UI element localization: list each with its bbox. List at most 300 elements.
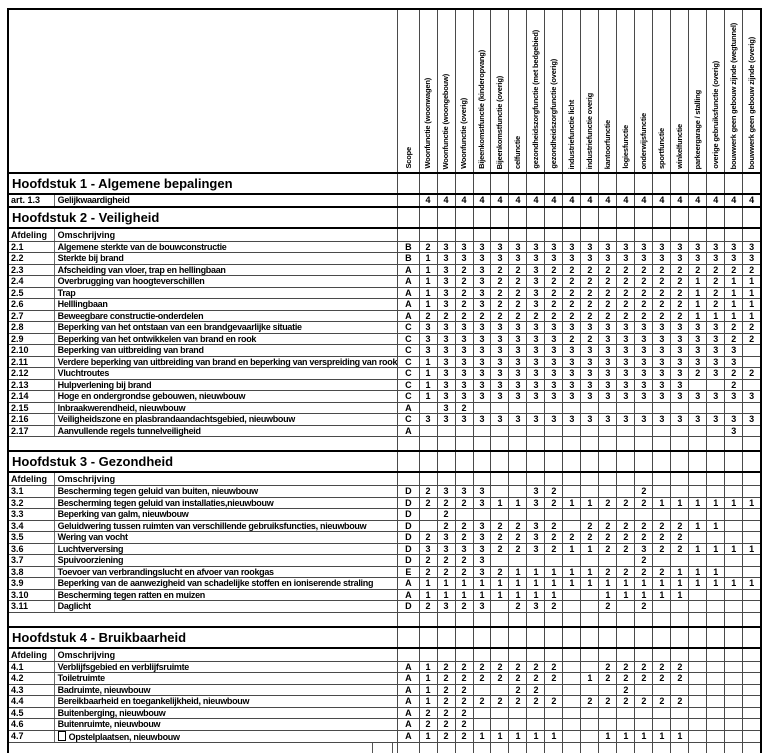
value-cell: 2 [599, 673, 617, 685]
empty-cell [455, 472, 473, 486]
value-cell: 1 [419, 696, 437, 708]
value-cell: 2 [563, 333, 581, 345]
row-id-cell: 2.12 [8, 368, 54, 380]
value-cell [491, 402, 509, 414]
value-cell: 2 [743, 264, 761, 276]
value-cell: 3 [545, 333, 563, 345]
value-cell: 2 [617, 673, 635, 685]
row-description-cell [54, 730, 398, 742]
scope-cell: A [398, 684, 419, 696]
empty-cell [689, 472, 707, 486]
row-description-cell [54, 391, 398, 403]
value-cell: 1 [419, 673, 437, 685]
empty-cell [509, 612, 527, 627]
value-cell: 3 [617, 333, 635, 345]
value-cell: 2 [581, 264, 599, 276]
empty-cell [398, 451, 419, 472]
value-cell: 3 [437, 299, 455, 311]
column-header-label: bouwwerk geen gebouw zijnde (overig) [746, 36, 756, 169]
empty-cell [545, 742, 563, 753]
value-cell [491, 601, 509, 613]
value-cell: 1 [743, 276, 761, 288]
value-cell: 1 [473, 589, 491, 601]
table-row [8, 425, 761, 437]
value-cell: 1 [545, 578, 563, 590]
empty-cell [635, 173, 653, 194]
value-cell: 2 [455, 310, 473, 322]
value-cell: 3 [653, 322, 671, 334]
value-cell: 2 [635, 287, 653, 299]
empty-cell [653, 472, 671, 486]
table-row [8, 414, 761, 426]
value-cell: 1 [419, 287, 437, 299]
value-cell [509, 402, 527, 414]
row-id-cell: 2.7 [8, 310, 54, 322]
scope-cell: A [398, 589, 419, 601]
value-cell [563, 719, 581, 731]
empty-cell [617, 612, 635, 627]
value-cell [707, 425, 725, 437]
value-cell [545, 402, 563, 414]
value-cell: 2 [545, 696, 563, 708]
empty-cell [671, 648, 689, 662]
value-cell: 3 [419, 322, 437, 334]
empty-cell [707, 742, 725, 753]
value-cell: 3 [599, 379, 617, 391]
empty-cell [725, 612, 743, 627]
value-cell [743, 345, 761, 357]
empty-cell [563, 228, 581, 242]
value-cell [599, 402, 617, 414]
value-cell: 1 [419, 264, 437, 276]
column-header [491, 9, 509, 173]
empty-cell [473, 228, 491, 242]
empty-cell [455, 451, 473, 472]
value-cell: 2 [599, 543, 617, 555]
empty-cell [581, 437, 599, 452]
column-header [707, 9, 725, 173]
value-cell: 1 [635, 589, 653, 601]
value-cell: 2 [491, 299, 509, 311]
value-cell: 3 [473, 333, 491, 345]
value-cell: 2 [455, 497, 473, 509]
empty-cell [653, 173, 671, 194]
value-cell: 2 [635, 696, 653, 708]
empty-cell [491, 612, 509, 627]
value-cell: 1 [581, 566, 599, 578]
value-cell: 2 [455, 601, 473, 613]
value-cell: 4 [671, 194, 689, 207]
value-cell: 3 [473, 264, 491, 276]
value-cell: 2 [437, 684, 455, 696]
value-cell [491, 684, 509, 696]
value-cell: 1 [419, 578, 437, 590]
value-cell: 4 [419, 194, 437, 207]
value-cell [707, 661, 725, 673]
empty-cell [509, 207, 527, 228]
value-cell: 2 [437, 310, 455, 322]
value-cell [707, 555, 725, 567]
column-header-label: logiesfunctie [621, 125, 631, 169]
value-cell: 2 [599, 520, 617, 532]
value-cell: 3 [491, 356, 509, 368]
row-description-label: Overbrugging van hoogteverschillen [57, 276, 205, 287]
scope-cell: D [398, 532, 419, 544]
value-cell: 2 [581, 299, 599, 311]
value-cell [725, 532, 743, 544]
value-cell [689, 486, 707, 498]
value-cell: 2 [581, 276, 599, 288]
empty-cell [563, 207, 581, 228]
row-id-cell: 2.14 [8, 391, 54, 403]
value-cell: 3 [455, 414, 473, 426]
value-cell: 1 [491, 578, 509, 590]
row-description-label: Beperking van het ontstaan van een brandgevaarlijke situatie [57, 322, 302, 333]
value-cell: 4 [635, 194, 653, 207]
value-cell: 2 [671, 673, 689, 685]
value-cell: 2 [455, 673, 473, 685]
value-cell: 3 [437, 345, 455, 357]
row-description-cell [54, 379, 398, 391]
value-cell: 2 [455, 566, 473, 578]
value-cell: 2 [599, 696, 617, 708]
value-cell: 2 [581, 532, 599, 544]
value-cell [743, 356, 761, 368]
value-cell: 1 [725, 276, 743, 288]
scope-cell: D [398, 520, 419, 532]
value-cell [545, 707, 563, 719]
value-cell: 3 [473, 497, 491, 509]
value-cell: 1 [527, 566, 545, 578]
value-cell [689, 555, 707, 567]
value-cell: 3 [725, 253, 743, 265]
scope-cell: D [398, 497, 419, 509]
empty-cell [398, 648, 419, 662]
empty-cell [455, 228, 473, 242]
empty-cell [617, 228, 635, 242]
value-cell [509, 425, 527, 437]
empty-cell [581, 451, 599, 472]
value-cell: 2 [653, 520, 671, 532]
empty-cell [473, 437, 491, 452]
table-row [8, 696, 761, 708]
value-cell: 2 [653, 696, 671, 708]
section-band [8, 173, 761, 194]
table-row [8, 194, 761, 207]
value-cell: 2 [599, 566, 617, 578]
empty-cell [419, 648, 437, 662]
value-cell: 2 [617, 696, 635, 708]
value-cell: 1 [581, 543, 599, 555]
value-cell [563, 425, 581, 437]
value-cell: 3 [437, 276, 455, 288]
empty-cell [599, 742, 617, 753]
value-cell: 4 [491, 194, 509, 207]
empty-cell [725, 472, 743, 486]
value-cell: 3 [599, 414, 617, 426]
row-description-cell [54, 509, 398, 521]
empty-cell [419, 472, 437, 486]
row-id-cell: 3.10 [8, 589, 54, 601]
value-cell [725, 673, 743, 685]
value-cell: 3 [671, 345, 689, 357]
value-cell: 2 [455, 707, 473, 719]
value-cell: 2 [617, 566, 635, 578]
value-cell: 3 [437, 356, 455, 368]
section-title: Hoofdstuk 1 - Algemene bepalingen [8, 173, 398, 194]
value-cell: 4 [581, 194, 599, 207]
value-cell [689, 589, 707, 601]
value-cell: 1 [725, 310, 743, 322]
value-cell: 3 [437, 543, 455, 555]
value-cell [473, 719, 491, 731]
value-cell: 1 [509, 566, 527, 578]
row-description-cell [54, 276, 398, 288]
empty-cell [398, 173, 419, 194]
table-row [8, 684, 761, 696]
table-row [8, 253, 761, 265]
empty-cell [707, 228, 725, 242]
value-cell: 2 [545, 276, 563, 288]
value-cell: 4 [527, 194, 545, 207]
empty-cell [437, 627, 455, 648]
value-cell: 3 [437, 287, 455, 299]
value-cell [491, 719, 509, 731]
empty-cell [491, 437, 509, 452]
value-cell: 3 [419, 333, 437, 345]
value-cell: 2 [509, 299, 527, 311]
value-cell [563, 509, 581, 521]
value-cell: 2 [671, 299, 689, 311]
value-cell: 2 [419, 486, 437, 498]
value-cell: 1 [689, 310, 707, 322]
column-header-label: Bijeenkomstfunctie (kinderopvang) [477, 50, 487, 169]
value-cell: 2 [509, 276, 527, 288]
value-cell: 3 [527, 520, 545, 532]
value-cell: 3 [491, 322, 509, 334]
value-cell: 2 [707, 287, 725, 299]
value-cell: 3 [437, 253, 455, 265]
value-cell: 1 [473, 730, 491, 742]
value-cell: 3 [635, 543, 653, 555]
value-cell [635, 719, 653, 731]
scope-cell: A [398, 673, 419, 685]
value-cell: 2 [545, 661, 563, 673]
value-cell: 1 [563, 497, 581, 509]
row-id-cell: 3.3 [8, 509, 54, 521]
value-cell [491, 555, 509, 567]
value-cell: 3 [545, 368, 563, 380]
value-cell: 3 [455, 345, 473, 357]
column-header-label: industriefunctie licht [567, 99, 577, 169]
empty-cell [689, 173, 707, 194]
table-row [8, 379, 761, 391]
value-cell: 3 [671, 333, 689, 345]
empty-cell [545, 451, 563, 472]
value-cell [437, 425, 455, 437]
value-cell: 2 [599, 310, 617, 322]
scope-cell: A [398, 264, 419, 276]
value-cell: 1 [689, 520, 707, 532]
value-cell [743, 601, 761, 613]
value-cell: 2 [635, 673, 653, 685]
column-subheader-row [8, 472, 761, 486]
value-cell: 3 [599, 253, 617, 265]
value-cell [563, 696, 581, 708]
row-description-cell [54, 601, 398, 613]
empty-cell [707, 451, 725, 472]
scope-cell: A [398, 287, 419, 299]
scope-cell: A [398, 719, 419, 731]
value-cell: 2 [725, 379, 743, 391]
value-cell: 1 [419, 661, 437, 673]
value-cell: 3 [563, 253, 581, 265]
value-cell: 3 [707, 391, 725, 403]
empty-cell [617, 207, 635, 228]
value-cell [725, 486, 743, 498]
value-cell: 3 [437, 532, 455, 544]
value-cell: 3 [581, 345, 599, 357]
column-header-label: industriefunctie overig [585, 92, 595, 169]
table-row [8, 532, 761, 544]
empty-cell [689, 648, 707, 662]
empty-cell [545, 612, 563, 627]
table-row [8, 333, 761, 345]
value-cell: 1 [671, 730, 689, 742]
value-cell: 2 [419, 555, 437, 567]
value-cell: 3 [581, 356, 599, 368]
empty-cell [653, 742, 671, 753]
value-cell: 3 [473, 555, 491, 567]
value-cell: 2 [617, 497, 635, 509]
value-cell: 3 [563, 391, 581, 403]
value-cell: 1 [437, 578, 455, 590]
value-cell [599, 425, 617, 437]
empty-cell [398, 472, 419, 486]
empty-cell [437, 437, 455, 452]
column-header-label: parkeergarage / stalling [693, 89, 703, 169]
value-cell [743, 589, 761, 601]
value-cell: 3 [725, 391, 743, 403]
empty-cell [581, 228, 599, 242]
row-id-cell: 3.1 [8, 486, 54, 498]
value-cell: 2 [671, 276, 689, 288]
value-cell: 3 [617, 368, 635, 380]
table-row [8, 520, 761, 532]
value-cell [689, 379, 707, 391]
empty-cell [509, 173, 527, 194]
value-cell: 3 [455, 379, 473, 391]
value-cell: 2 [635, 276, 653, 288]
value-cell [725, 509, 743, 521]
value-cell: 3 [545, 322, 563, 334]
value-cell: 2 [635, 486, 653, 498]
value-cell: 2 [491, 532, 509, 544]
value-cell [545, 684, 563, 696]
empty-cell [491, 472, 509, 486]
value-cell: 3 [689, 356, 707, 368]
empty-cell [527, 612, 545, 627]
table-row [8, 601, 761, 613]
table-row [8, 566, 761, 578]
value-cell: 2 [419, 707, 437, 719]
value-cell [527, 555, 545, 567]
value-cell [653, 486, 671, 498]
value-cell: 1 [599, 730, 617, 742]
column-header-label: sportfunctie [657, 128, 667, 169]
value-cell [581, 707, 599, 719]
value-cell: 2 [419, 310, 437, 322]
empty-cell [743, 207, 761, 228]
value-cell: 3 [599, 356, 617, 368]
value-cell: 2 [563, 532, 581, 544]
table-row [8, 509, 761, 521]
value-cell: 4 [743, 194, 761, 207]
column-header-label: Woonfunctie (overig) [459, 98, 469, 169]
value-cell: 3 [455, 253, 473, 265]
value-cell [689, 661, 707, 673]
value-cell [617, 402, 635, 414]
row-id-cell: 2.17 [8, 425, 54, 437]
value-cell [473, 425, 491, 437]
value-cell: 3 [743, 414, 761, 426]
value-cell: 1 [725, 497, 743, 509]
value-cell [689, 601, 707, 613]
value-cell: 3 [437, 322, 455, 334]
value-cell: 3 [527, 379, 545, 391]
value-cell: 2 [473, 310, 491, 322]
empty-cell [581, 627, 599, 648]
column-header-label: overige gebruiksfunctie (overig) [711, 61, 721, 169]
value-cell: 3 [527, 497, 545, 509]
row-description-cell [54, 425, 398, 437]
value-cell: 1 [599, 578, 617, 590]
value-cell: 1 [419, 276, 437, 288]
value-cell: 3 [599, 322, 617, 334]
table-row [8, 555, 761, 567]
value-cell [743, 402, 761, 414]
value-cell: 3 [419, 414, 437, 426]
empty-cell [671, 437, 689, 452]
row-description-label: Beweegbare constructie-onderdelen [57, 310, 204, 321]
value-cell: 3 [617, 379, 635, 391]
value-cell [617, 719, 635, 731]
value-cell [563, 730, 581, 742]
row-id-cell: 3.4 [8, 520, 54, 532]
column-subheader-row [8, 648, 761, 662]
empty-cell [509, 627, 527, 648]
value-cell: 3 [455, 333, 473, 345]
value-cell: 3 [473, 532, 491, 544]
value-cell: 4 [725, 194, 743, 207]
value-cell: 2 [581, 310, 599, 322]
value-cell: 3 [527, 356, 545, 368]
value-cell: 3 [653, 391, 671, 403]
value-cell: 3 [473, 276, 491, 288]
table-row [8, 589, 761, 601]
value-cell [599, 486, 617, 498]
empty-cell [689, 627, 707, 648]
value-cell: 2 [455, 696, 473, 708]
value-cell: 1 [563, 566, 581, 578]
value-cell: 3 [491, 253, 509, 265]
value-cell [689, 719, 707, 731]
table-row [8, 486, 761, 498]
value-cell: 3 [527, 322, 545, 334]
value-cell [725, 684, 743, 696]
table-row [8, 276, 761, 288]
column-header-label: Woonfunctie (woonwagen) [423, 78, 433, 169]
